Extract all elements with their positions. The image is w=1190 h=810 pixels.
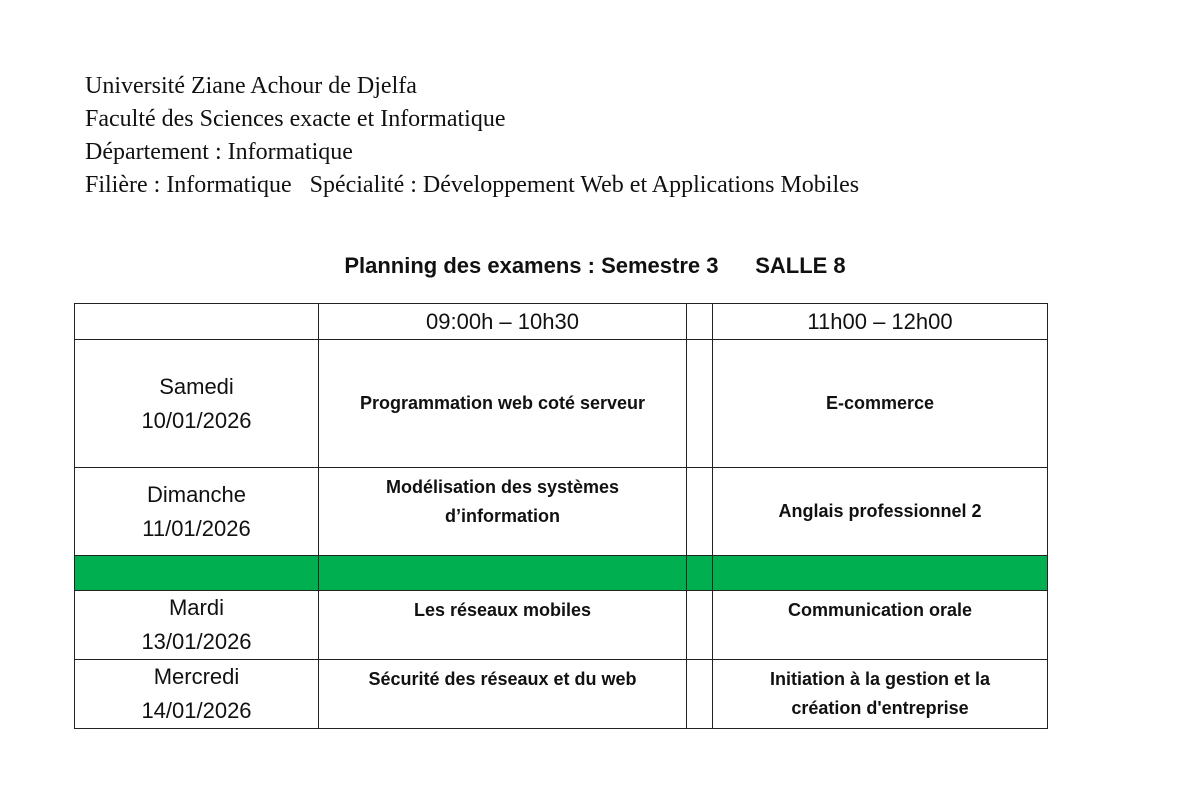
exam-cell [713,591,1048,660]
separator-cell [687,556,713,591]
gap-cell [687,304,713,340]
table-row [75,468,1048,556]
separator-cell [319,556,687,591]
title-main: Planning des examens : Semestre 3 [344,253,719,278]
day-name: Mardi [168,595,224,620]
exam-schedule-table [74,303,1048,729]
exam-name: Sécurité des réseaux et du web [368,669,637,689]
day-date: 14/01/2026 [141,698,252,723]
department-name: Département : Informatique [85,139,353,165]
exam-cell [319,340,687,468]
empty-corner-cell [75,304,319,340]
table-row [75,340,1048,468]
exam-name: Les réseaux mobiles [413,600,592,620]
exam-name: E-commerce [825,393,935,413]
room-label: SALLE 8 [755,253,846,278]
exam-cell [319,468,687,556]
time-slot-1: 09:00h – 10h30 [319,304,687,340]
exam-name: Communication orale [787,600,973,620]
table-row [75,591,1048,660]
exam-cell [713,468,1048,556]
table-header-row [75,304,1048,340]
exam-cell [713,660,1048,729]
time-slot-2: 11h00 – 12h00 [713,304,1048,340]
exam-cell [713,340,1048,468]
exam-cell [319,591,687,660]
university-name: Université Ziane Achour de Djelfa [85,73,417,99]
separator-cell [75,556,319,591]
day-name: Samedi [159,373,234,399]
faculty-name: Faculté des Sciences exacte et Informatique [85,106,506,132]
gap-cell [687,468,713,556]
institution-header [85,70,859,202]
gap-cell [687,591,713,660]
exam-name: Anglais professionnel 2 [778,501,982,521]
separator-cell [713,556,1048,591]
separator-row [75,556,1048,591]
day-name: Mercredi [153,664,240,689]
gap-cell [687,340,713,468]
gap-cell [687,660,713,729]
exam-name-line2: d’information [445,506,560,526]
day-date: 13/01/2026 [141,629,252,654]
day-cell [75,591,319,660]
page-title [0,253,1190,279]
exam-name-line2: création d'entreprise [791,698,969,718]
day-name: Dimanche [146,481,247,507]
exam-name: Programmation web coté serveur [359,393,646,413]
day-cell [75,468,319,556]
day-cell [75,340,319,468]
exam-cell [319,660,687,729]
day-date: 11/01/2026 [142,515,251,541]
day-cell [75,660,319,729]
day-date: 10/01/2026 [141,407,252,433]
exam-name-line1: Initiation à la gestion et la [769,669,991,689]
table-row [75,660,1048,729]
field-specialty: Filière : Informatique Spécialité : Développement Web et Applications Mobiles [85,172,860,198]
exam-name-line1: Modélisation des systèmes [385,477,620,497]
